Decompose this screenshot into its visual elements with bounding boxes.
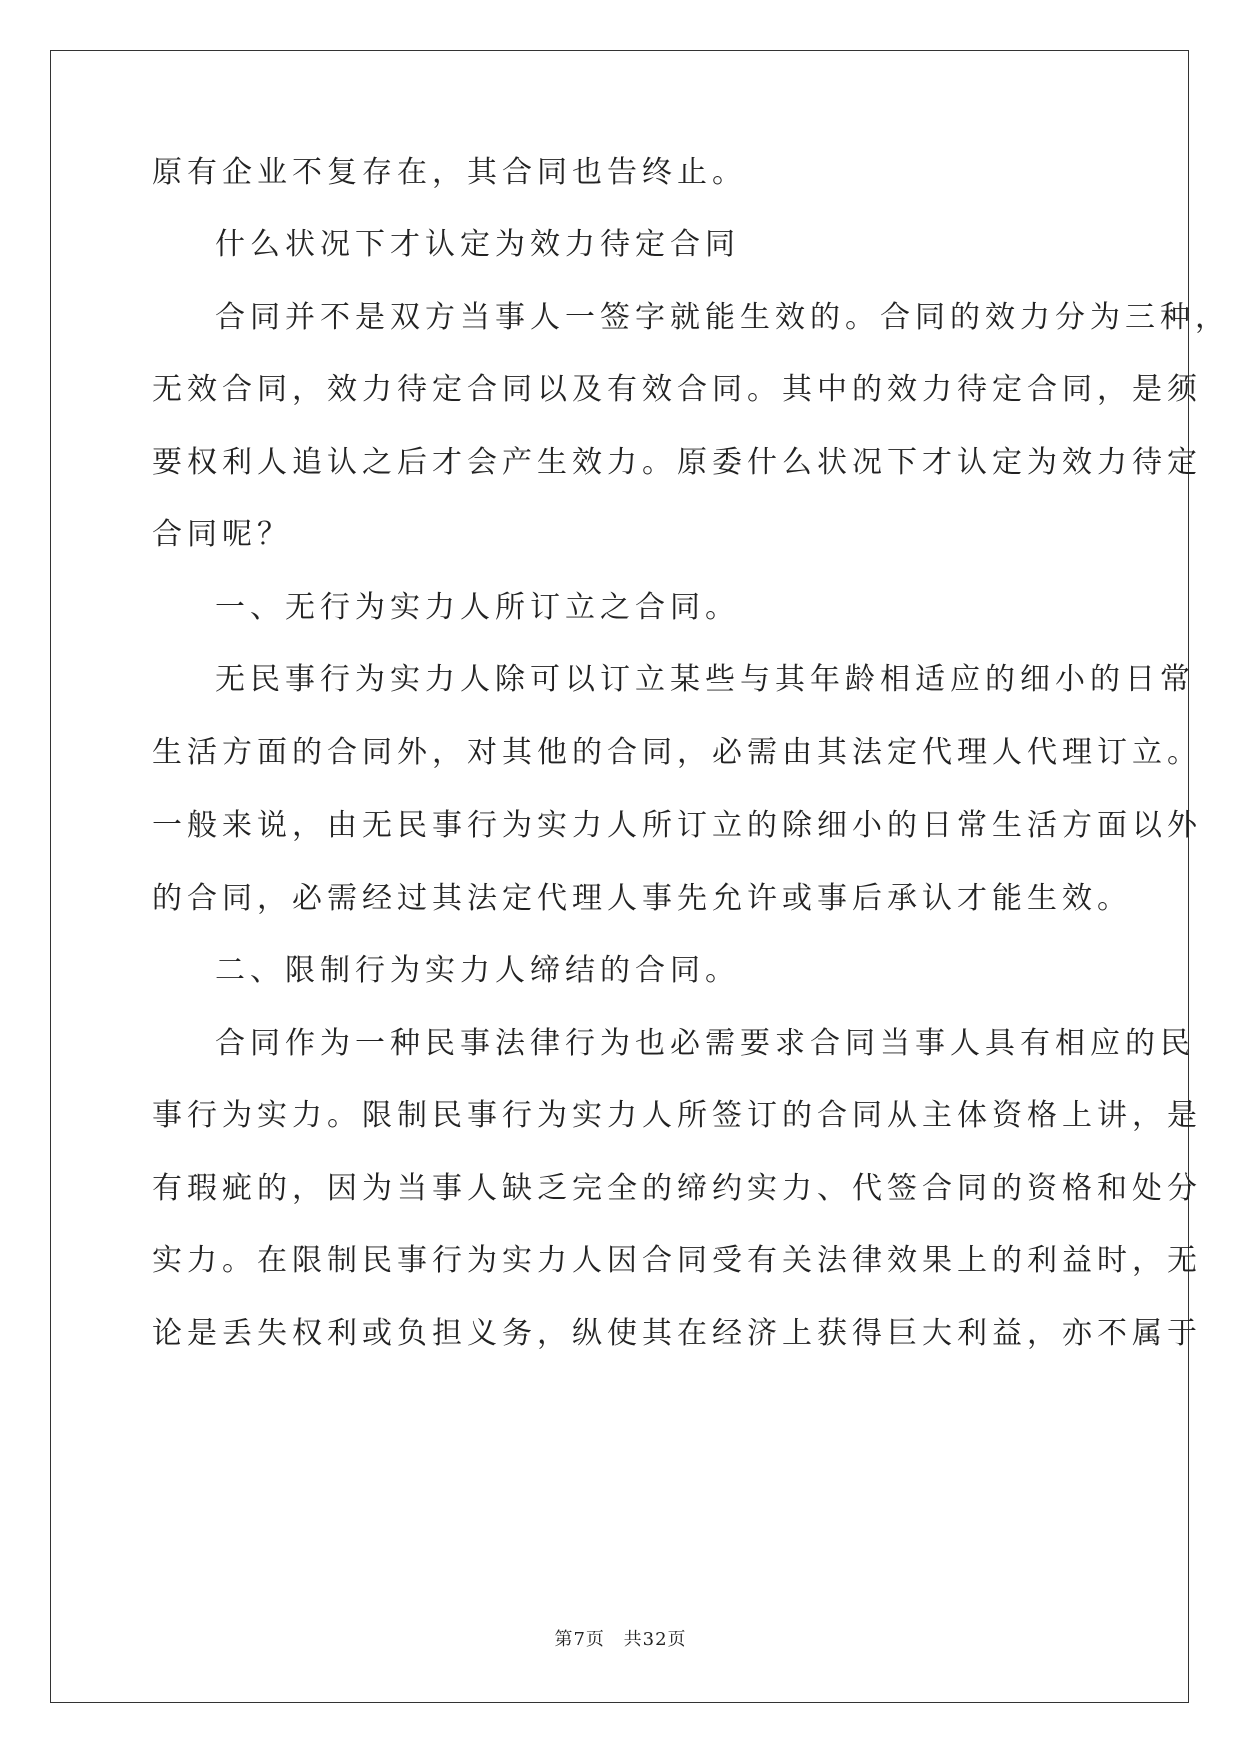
page-total: 共32页 bbox=[623, 1629, 687, 1650]
text-line: 一般来说，由无民事行为实力人所订立的除细小的日常生活方面以外 bbox=[152, 808, 1202, 843]
text-line: 要权利人追认之后才会产生效力。原委什么状况下才认定为效力待定 bbox=[152, 445, 1202, 480]
text-line: 生活方面的合同外，对其他的合同，必需由其法定代理人代理订立。 bbox=[152, 735, 1202, 770]
section-heading: 什么状况下才认定为效力待定合同 bbox=[215, 227, 740, 262]
page-footer bbox=[0, 1625, 1241, 1651]
section-heading: 一、无行为实力人所订立之合同。 bbox=[215, 590, 740, 625]
section-heading: 二、限制行为实力人缔结的合同。 bbox=[215, 953, 740, 988]
text-line: 无效合同，效力待定合同以及有效合同。其中的效力待定合同，是须 bbox=[152, 372, 1202, 407]
text-line: 无民事行为实力人除可以订立某些与其年龄相适应的细小的日常 bbox=[215, 662, 1195, 697]
text-line: 事行为实力。限制民事行为实力人所签订的合同从主体资格上讲，是 bbox=[152, 1098, 1202, 1133]
page-border bbox=[50, 50, 1189, 1703]
text-line: 的合同，必需经过其法定代理人事先允许或事后承认才能生效。 bbox=[152, 881, 1132, 916]
text-line: 合同呢？ bbox=[152, 517, 292, 552]
text-line: 有瑕疵的，因为当事人缺乏完全的缔约实力、代签合同的资格和处分 bbox=[152, 1171, 1202, 1206]
text-line: 实力。在限制民事行为实力人因合同受有关法律效果上的利益时，无 bbox=[152, 1243, 1202, 1278]
text-line: 合同作为一种民事法律行为也必需要求合同当事人具有相应的民 bbox=[215, 1026, 1195, 1061]
text-line: 原有企业不复存在，其合同也告终止。 bbox=[152, 155, 747, 190]
text-line: 论是丢失权利或负担义务，纵使其在经济上获得巨大利益，亦不属于 bbox=[152, 1316, 1202, 1351]
text-line: 合同并不是双方当事人一签字就能生效的。合同的效力分为三种， bbox=[215, 300, 1230, 335]
page-number: 第7页 bbox=[554, 1629, 605, 1650]
